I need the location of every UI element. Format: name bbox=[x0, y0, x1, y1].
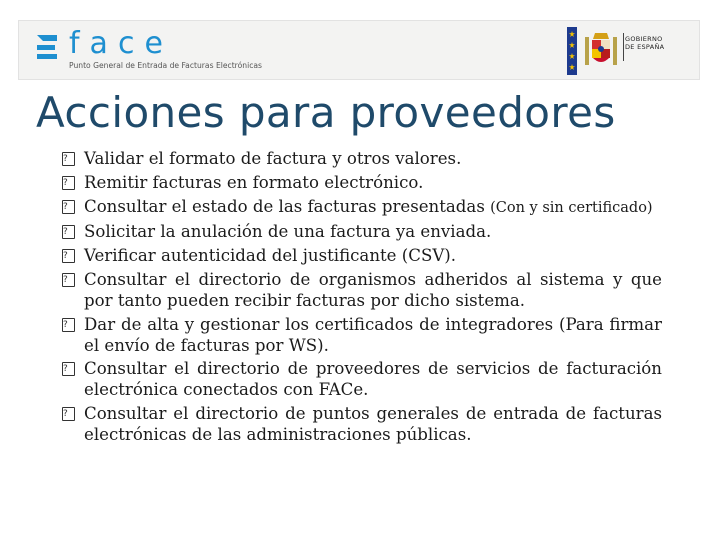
list-item-text: Dar de alta y gestionar los certificados de integradores (Para firmar el envío de facturas por WS). bbox=[84, 314, 662, 355]
list-item bbox=[62, 270, 662, 312]
list-item bbox=[62, 246, 662, 267]
page-title: Acciones para proveedores bbox=[36, 88, 616, 137]
bullet-icon: ? bbox=[62, 152, 75, 166]
list-item bbox=[62, 359, 662, 401]
list-item-text: Consultar el directorio de organismos adheridos al sistema y que por tanto pueden recibir facturas por dicho sistema. bbox=[84, 269, 662, 310]
list-item-text: Consultar el directorio de puntos generales de entrada de facturas electrónicas de las administraciones públicas. bbox=[84, 404, 662, 445]
logo-divider bbox=[623, 33, 624, 61]
coat-of-arms-icon bbox=[583, 31, 619, 71]
list-item-text: Solicitar la anulación de una factura ya enviada. bbox=[84, 221, 492, 241]
list-item bbox=[62, 404, 662, 446]
logo-subtitle: Punto General de Entrada de Facturas Electrónicas bbox=[69, 61, 262, 70]
face-logo-icon bbox=[33, 31, 61, 63]
bullet-icon: ? bbox=[62, 318, 75, 332]
list-item bbox=[62, 315, 662, 357]
header-banner bbox=[18, 20, 700, 80]
bullet-icon: ? bbox=[62, 176, 75, 190]
list-item-text: Consultar el directorio de proveedores de servicios de facturación electrónica conectados con FACe. bbox=[84, 359, 662, 400]
list-item bbox=[62, 222, 662, 243]
list-item-note: (Con y sin certificado) bbox=[490, 199, 653, 216]
eu-flag-strip bbox=[567, 27, 577, 75]
bullet-icon: ? bbox=[62, 200, 75, 214]
list-item-text: Validar el formato de factura y otros valores. bbox=[84, 149, 462, 168]
gobierno-text: GOBIERNO DE ESPAÑA bbox=[625, 35, 665, 51]
bullet-icon: ? bbox=[62, 362, 75, 376]
list-item-text: Remitir facturas en formato electrónico. bbox=[84, 172, 424, 192]
list-item bbox=[62, 149, 662, 170]
bullet-icon: ? bbox=[62, 407, 75, 421]
gobierno-de-espana-logo bbox=[567, 27, 687, 75]
bullet-icon: ? bbox=[62, 225, 75, 239]
list-item bbox=[62, 197, 662, 219]
list-item bbox=[62, 173, 662, 194]
bullet-icon: ? bbox=[62, 273, 75, 287]
list-item-text: Consultar el estado de las facturas presentadas bbox=[84, 196, 485, 216]
bullet-icon: ? bbox=[62, 249, 75, 263]
list-item-text: Verificar autenticidad del justificante (CSV). bbox=[84, 245, 457, 265]
logo-wordmark: face bbox=[69, 26, 173, 61]
actions-list bbox=[62, 149, 662, 449]
